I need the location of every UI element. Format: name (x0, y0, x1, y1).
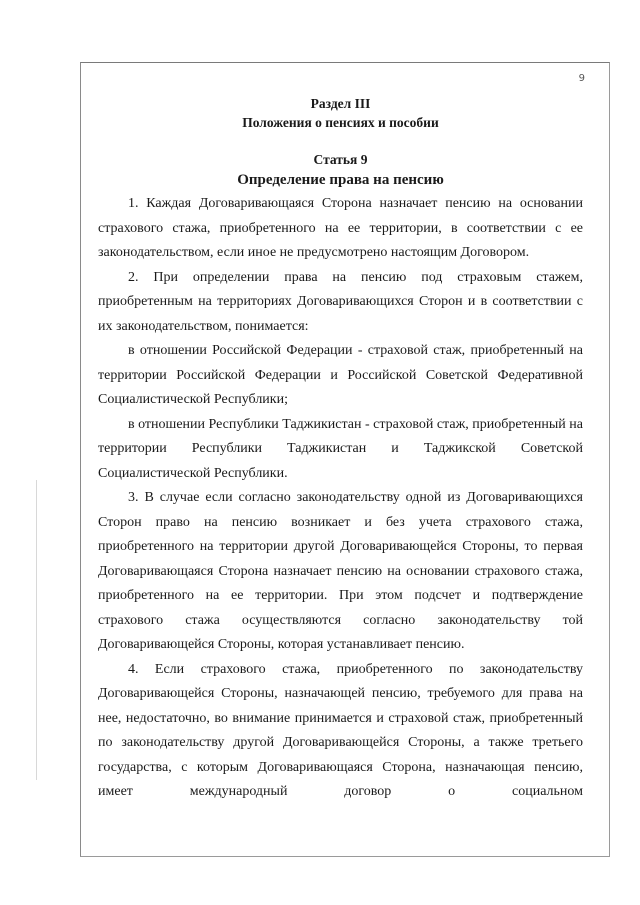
document-body (98, 94, 583, 805)
document-page (80, 62, 610, 857)
paragraph-3: 3. В случае если согласно законодательству одной из Договаривающихся Сторон право на пенсию возникает и без учета страхового стажа, приобретенного на территории другой Договаривающейся Стороны, то первая Договаривающаяся Сторона назначает пенсию на основании страхового стажа, приобретенного на ее территории. При этом подсчет и подтверждение страхового стажа осуществляются согласно законодательству той Договаривающейся Стороны, которая устанавливает пенсию. (98, 490, 583, 652)
article-number: Статья 9 (313, 152, 368, 167)
section-subtitle: Положения о пенсиях и пособии (242, 115, 439, 130)
article-title: Определение права на пенсию (237, 172, 444, 188)
scan-edge-line (36, 480, 37, 780)
paragraph-1: 1. Каждая Договаривающаяся Сторона назначает пенсию на основании страхового стажа, приобретенного на ее территории, в соответствии с ее законодательством, если иное не предусмотрено настоящим Договором. (98, 196, 583, 260)
section-title: Раздел III (310, 96, 371, 111)
paragraph-4: 4. Если страхового стажа, приобретенного по законодательству Договаривающейся Стороны, назначающей пенсию, требуемого для права на нее, недостаточно, во внимание принимается и страховой стаж, приобретенный по законодательству другой Договаривающейся Стороны, а также третьего государства, с которым Договаривающаяся Сторона, назначающая пенсию, имеет международный договор о социальном (98, 661, 583, 799)
paragraph-2-russia: в отношении Российской Федерации - страховой стаж, приобретенный на территории Российской Федерации и Российской Советской Федеративной Социалистической Республики; (98, 343, 583, 407)
page-number: 9 (578, 73, 585, 84)
paragraph-2-tajikistan: в отношении Республики Таджикистан - страховой стаж, приобретенный на территории Республики Таджикистан и Таджикской Советской Социалистической Республики. (98, 416, 583, 481)
paragraph-2: 2. При определении права на пенсию под страховым стажем, приобретенным на территориях Договаривающихся Сторон и в соответствии с их законодательством, понимается: (98, 269, 583, 334)
